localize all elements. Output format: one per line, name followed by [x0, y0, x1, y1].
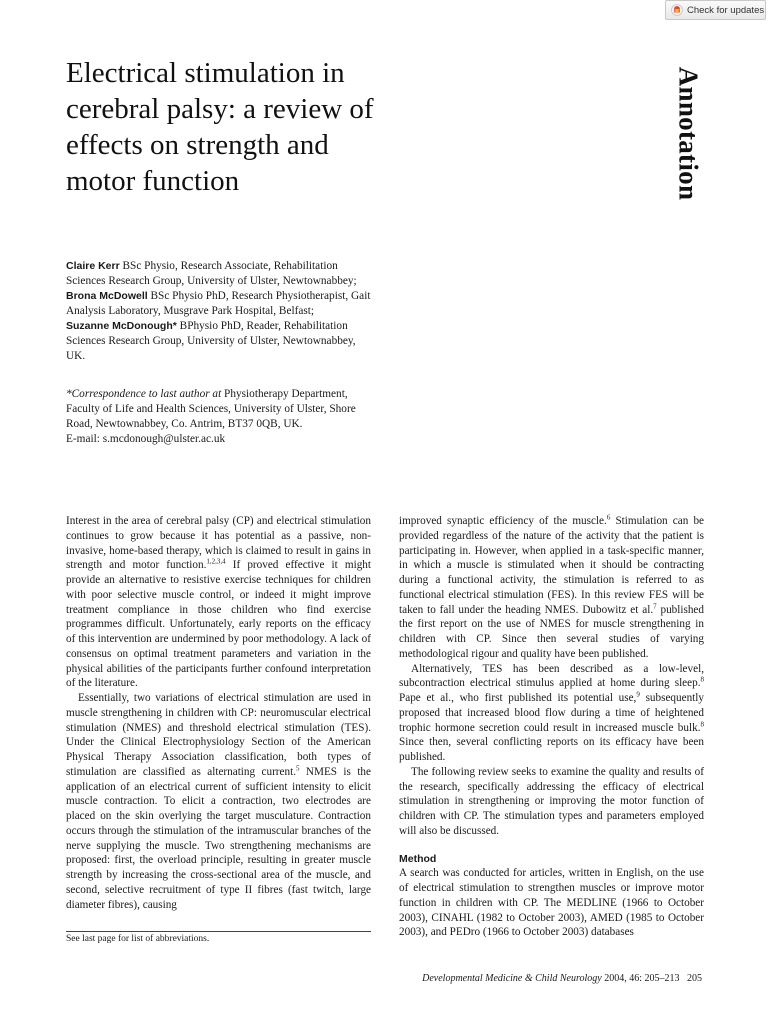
section-label: [668, 58, 708, 218]
check-for-updates-icon: [671, 4, 683, 16]
reference-marker: 7: [653, 601, 657, 610]
body-paragraph: improved synaptic efficiency of the muscle.$^6$ Stimulation can be provided regardless of the nature of the activity that the patient is participating in. However, when applied in a task-specific manner, in which a muscle is stimulated when it should be contracting during a functional activity, the stimulation is referred to as functional electrical stimulation (FES). In this review FES will be taken to fall under the heading NMES. Dubowitz et al.$^7$ published the first report on the use of NMES for muscle strengthening in children with CP. Since then several studies of varying methodological rigour and quality have been published.: [399, 513, 705, 660]
check-for-updates-button[interactable]: [665, 0, 766, 20]
correspondence-email[interactable]: E-mail: s.mcdonough@ulster.ac.uk: [66, 433, 226, 445]
correspondence-block: [66, 387, 371, 447]
check-for-updates-label: Check for updates: [687, 4, 765, 16]
reference-marker: 8: [700, 675, 704, 684]
journal-name: Developmental Medicine & Child Neurology: [422, 973, 602, 984]
author-affiliation: BSc Physio PhD, Research Physiotherapist, Gait Analysis Laboratory, Musgrave Park Hospital, Belfast;: [66, 290, 371, 317]
author-list: [66, 259, 371, 364]
footnote-divider: [66, 931, 371, 932]
section-heading-method: Method: [399, 852, 437, 865]
body-paragraph: A search was conducted for articles, written in English, on the use of electrical stimulation to strengthen muscles or improve motor function in children with CP. The MEDLINE (1966 to October 2003), CINAHL (1982 to October 2003), AMED (1985 to October 2003), and PEDro (1966 to October 2003) databases: [399, 867, 704, 939]
body-paragraph: Interest in the area of cerebral palsy (CP) and electrical stimulation continues to grow because it has potential as a passive, non-invasive, home-based therapy, which is claimed to result in gains in strength and motor function.$^{1,2,3,4}$ If proved effective it might provide an alternative to resistive exercise techniques for children with poor selective muscle control, or indeed it might improve treatment compliance in those children who find exercise programmes difficult. Unfortunately, early reports on the efficacy of this intervention are undermined by poor methodology. A lack of consensus on optimal treatment parameters and variation in the physical abilities of the participants further confound interpretation of the literature.: [66, 515, 372, 690]
author-entry: [66, 259, 371, 289]
body-paragraph: The following review seeks to examine the quality and results of the research, specifically addressing the efficacy of electrical stimulation in strengthening or improving the motor function of children with CP. The stimulation types and parameters employed will also be discussed.: [399, 765, 704, 837]
body-column-right: [399, 514, 704, 940]
body-paragraph: Essentially, two variations of electrical stimulation are used in muscle strengthening in children with CP: neuromuscular electrical stimulation (NMES) and threshold electrical stimulation (TES). Under the Clinical Electrophysiology Section of the American Physical Therapy Association classification, both types of stimulation are classified as alternating current.$^5$ NMES is the application of an electrical current of sufficient intensity to elicit muscle contraction. To elicit a contraction, two electrodes are placed on the skin overlying the target musculature. Contraction occurs through the stimulation of the intramuscular branches of the nerve supplying the muscle. Two strengthening mechanisms are proposed: first, the overload principle, resulting in greater muscle strength by increasing the cross-sectional area of the muscle, and second, selective recruitment of type II fibres (fast twitch, large diameter fibres), causing: [66, 692, 371, 911]
author-name: Brona McDowell: [66, 290, 148, 302]
reference-marker: 8: [700, 719, 704, 728]
page-number: 205: [687, 973, 702, 984]
author-affiliation: BPhysio PhD, Reader, Rehabilitation Sciences Research Group, University of Ulster, Newtownabbey, UK.: [66, 320, 356, 362]
author-entry: [66, 289, 371, 319]
author-affiliation: BSc Physio, Research Associate, Rehabilitation Sciences Research Group, University of Ulster, Newtownabbey;: [66, 260, 357, 287]
reference-marker: 5: [296, 764, 300, 773]
page-footer: [422, 973, 702, 984]
reference-marker: 1,2,3,4: [206, 557, 226, 566]
body-paragraph: Alternatively, TES has been described as a low-level, subcontraction electrical stimulus applied at home during sleep.$^8$ Pape et al., who first published its potential use,$^9$ subsequently proposed that increased blood flow during a time of heightened trophic hormone secretion could result in increased muscle bulk.$^8$ Since then, several conflicting reports on its efficacy have been published.: [399, 662, 704, 763]
section-label-text: Annotation: [673, 66, 704, 201]
author-entry: [66, 319, 371, 364]
citation: 2004, 46: 205–213: [601, 973, 680, 984]
reference-marker: 9: [636, 690, 640, 699]
author-name: Claire Kerr: [66, 260, 120, 272]
author-name: Suzanne McDonough*: [66, 320, 177, 332]
reference-marker: 6: [606, 513, 611, 522]
correspondence-address: Physiotherapy Department, Faculty of Life and Health Sciences, University of Ulster, Shore Road, Newtownabbey, Co. Antrim, BT37 0QB, UK.: [66, 388, 356, 430]
correspondence-lead: *Correspondence to last author at: [66, 388, 222, 400]
article-title: Electrical stimulation in cerebral palsy: a review of effects on strength and motor function: [66, 57, 374, 197]
body-column-left: [66, 514, 371, 912]
footnote: See last page for list of abbreviations.: [66, 934, 210, 944]
